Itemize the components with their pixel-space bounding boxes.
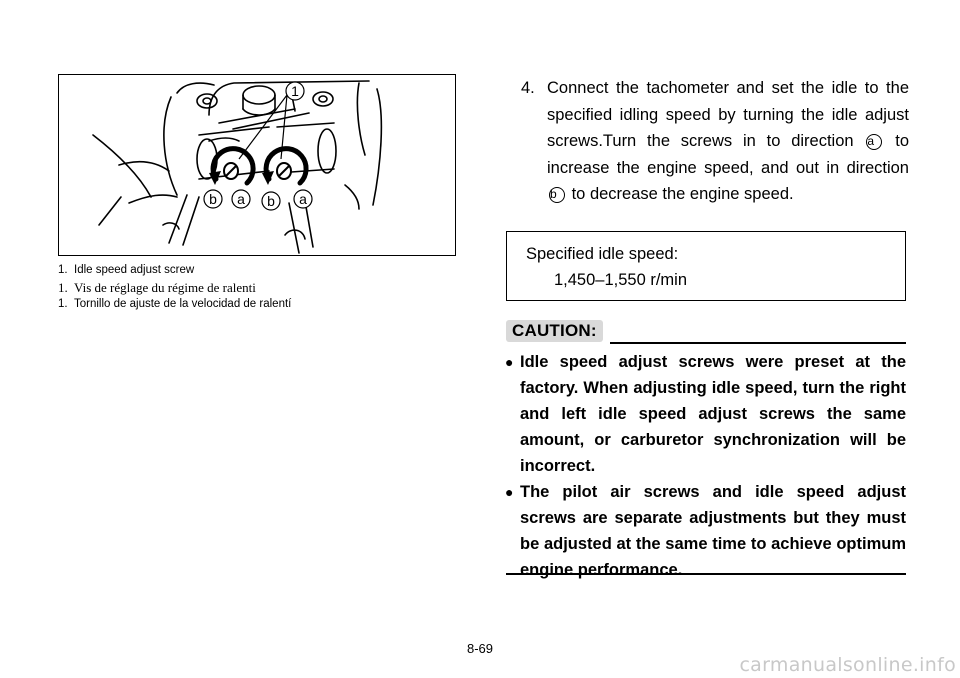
caption-english: 1. Idle speed adjust screw [58, 264, 195, 276]
caution-end-rule [506, 573, 906, 575]
step-number: 4. [521, 79, 535, 97]
caution-item: ● Idle speed adjust screws were preset at the factory. When adjusting idle speed, turn the right and left idle speed adjust screws the same amount, or carburetor synchronization will be incorrect. [506, 349, 906, 479]
label-b-right: b [267, 193, 275, 209]
caution-header [506, 318, 906, 344]
caption-spanish: 1. Tornillo de ajuste de la velocidad de ralentí [58, 298, 292, 310]
spec-label: Specified idle speed: [526, 245, 679, 263]
page-number: 8-69 [466, 641, 494, 656]
watermark: carmanualsonline.info [739, 654, 956, 676]
marker-a: a [866, 134, 882, 150]
step-text: Connect the tachometer and set the idle to the specified idling speed by turning the idle adjust screws.Turn the screws in to direction a to increase the engine speed, and out in direction b to decrease the engine speed. [547, 79, 909, 203]
caution-item: ● The pilot air screws and idle speed adjust screws are separate adjustments but they must be adjusted at the same time to achieve optimum engine performance. [506, 479, 906, 583]
idle-screw-illustration [58, 74, 456, 256]
label-b-left: b [209, 191, 217, 207]
callout-1: 1 [291, 83, 299, 99]
caution-label: CAUTION: [506, 320, 603, 342]
caution-rule [610, 342, 906, 344]
caption-french: 1. Vis de réglage du régime de ralenti [58, 280, 256, 295]
carburetor-drawing [59, 75, 456, 256]
spec-value: 1,450–1,550 r/min [554, 271, 688, 289]
figure-captions [58, 262, 458, 313]
step-4 [521, 75, 909, 208]
label-a-right: a [299, 191, 307, 207]
label-a-left: a [237, 191, 245, 207]
spec-box [506, 231, 906, 301]
marker-b: b [549, 187, 565, 203]
bullet-icon: ● [505, 484, 514, 500]
bullet-icon: ● [505, 354, 514, 370]
caution-list [506, 349, 906, 583]
